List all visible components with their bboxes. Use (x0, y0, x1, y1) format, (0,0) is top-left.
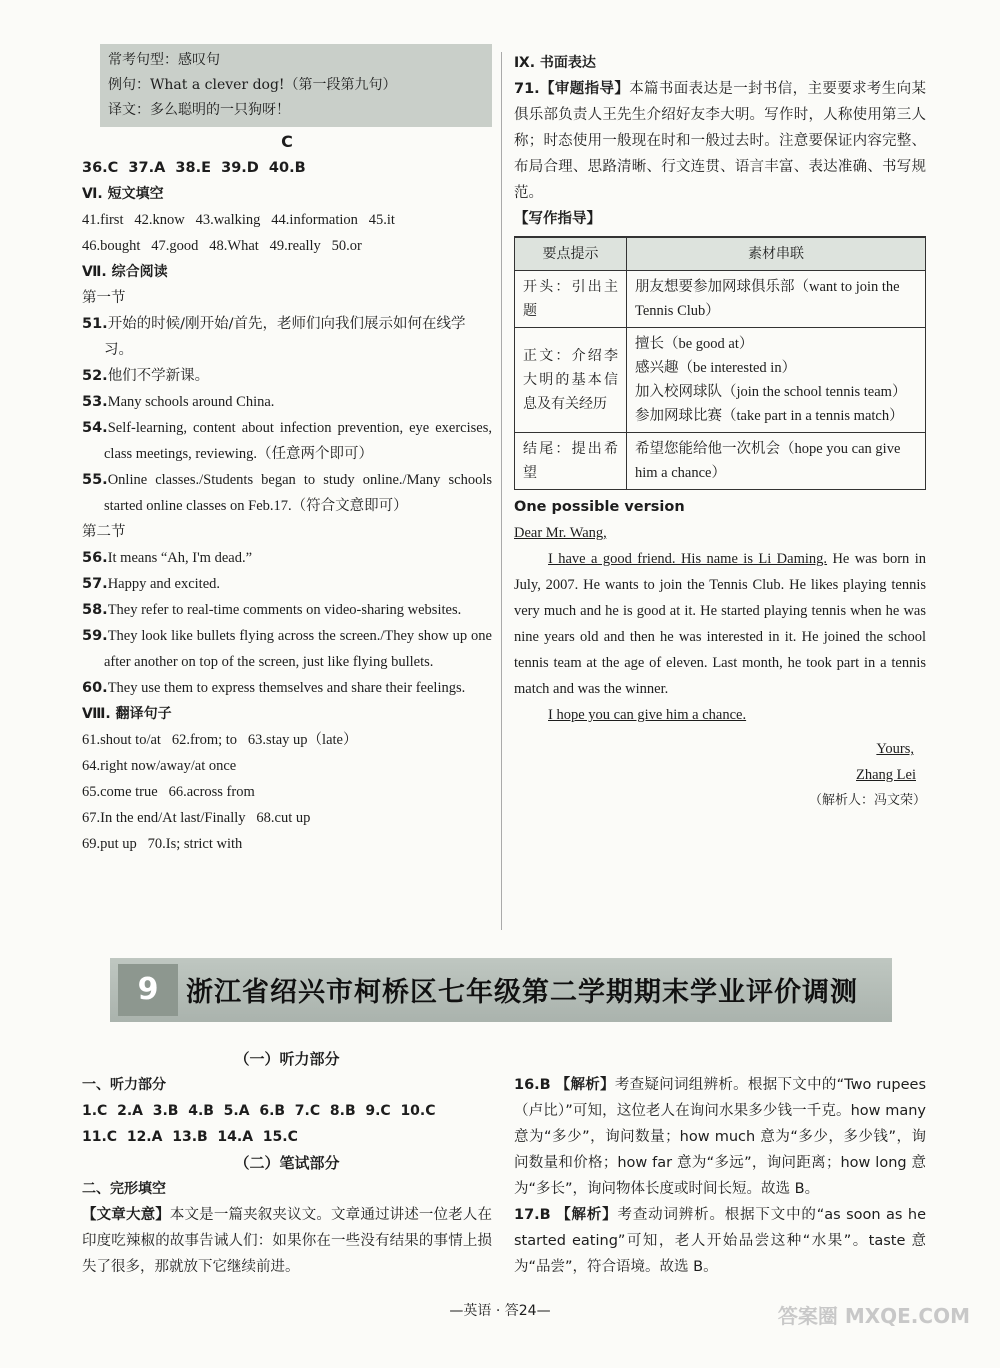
writing-guide-table (514, 236, 926, 490)
answer-item: 56.It means “Ah, I'm dead.” (82, 550, 253, 566)
point-cell: 结尾：提出希望 (515, 433, 627, 490)
part-2-title: 第二节 (82, 524, 126, 540)
answer-item: 60.They use them to express themselves and share their feelings. (82, 680, 466, 696)
listening-section-title: 一、听力部分 (82, 1077, 166, 1093)
answer-item: 55.Online classes./Students began to study online./Many schools started online classes on Feb.17.（符合文意即可） (82, 472, 492, 514)
item-71: 71.【审题指导】本篇书面表达是一封书信，主要要求考生向某俱乐部负责人王先生介绍好友李大明。写作时，人称使用第三人称；时态使用一般现在时和一般过去时。注意要保证内容完整、布局合理、思路清晰、行文连贯、语言丰富、表达准确、书写规范。 (514, 81, 927, 201)
letter-body: I have a good friend. His name is Li Daming. He was born in July, 2007. He wants to join the Tennis Club. He likes playing tennis very much and he is good at it. He started playing tennis when he was nine years old and then he was interested in it. He joined the school tennis team at the age of eleven. Last month, he took part in a tennis match and was the winner. (514, 551, 927, 697)
cloze-title: 二、完形填空 (82, 1181, 166, 1197)
answer-row: 69.put up 70.Is; strict with (82, 836, 243, 852)
section-c-heading: C (281, 132, 293, 151)
answer-row: 65.come true 66.across from (82, 784, 255, 800)
box-line: 例句：What a clever dog!（第一段第九句） (108, 77, 397, 93)
table-header: 要点提示 (515, 237, 627, 271)
answer-row: 41.first 42.know 43.walking 44.information 45.it (82, 212, 395, 228)
watermark: 答案圈 MXQE.COM (777, 1304, 970, 1328)
question-16-analysis: 16.B 【解析】考查疑问词组辨析。根据下文中的“Two rupees（卢比）”可知，这位老人在询问水果多少钱一千克。how many 意为“多少”，询问数量；how much 意为“多少，多少钱”，询问数量和价格；how far 意为“多远”，询问距离；how long 意为“多长”，询问物体长度或时间长短。故选 B。 (514, 1077, 927, 1197)
part-1-title: 第一节 (82, 290, 126, 306)
signature: Zhang Lei (856, 767, 916, 783)
answer-item: 59.They look like bullets flying across the screen./They show up one after another on top of the screen, just like flying bullets. (82, 628, 492, 670)
answer-row: 67.In the end/At last/Finally 68.cut up (82, 810, 311, 826)
listening-part-title: （一）听力部分 (234, 1050, 340, 1068)
answer-row: 46.bought 47.good 48.What 49.really 50.or (82, 238, 362, 254)
listening-answers: 1.C 2.A 3.B 4.B 5.A 6.B 7.C 8.B 9.C 10.C (82, 1103, 436, 1119)
right-column (514, 50, 926, 814)
writing-guide-title: 【写作指导】 (514, 211, 601, 227)
table-row (515, 328, 926, 433)
section-9-title: Ⅸ. 书面表达 (514, 55, 596, 71)
answer-item: 51.开始的时候/刚开始/首先，老师们向我们展示如何在线学习。 (82, 316, 466, 358)
answer-item: 52.他们不学新课。 (82, 368, 210, 384)
answer-item: 53.Many schools around China. (82, 394, 275, 410)
table-row (515, 433, 926, 490)
section-6-title: Ⅵ. 短文填空 (82, 186, 164, 202)
article-summary: 【文章大意】本文是一篇夹叙夹议文。文章通过讲述一位老人在印度吃辣椒的故事告诫人们：如果你在一些没有结果的事情上损失了很多，那就放下它继续前进。 (82, 1207, 492, 1275)
exam-title: 浙江省绍兴市柯桥区七年级第二学期期末学业评价调测 (186, 977, 858, 1008)
version-title: One possible version (514, 499, 685, 515)
answers-36-40: 36.C 37.A 38.E 39.D 40.B (82, 160, 306, 176)
salutation: Dear Mr. Wang, (514, 525, 607, 541)
material-cell: 希望您能给他一次机会（hope you can give him a chance） (627, 433, 926, 490)
material-cell: 擅长（be good at） 感兴趣（be interested in） 加入校网球队（join the school tennis team） 参加网球比赛（take part in a tennis match） (627, 328, 926, 433)
box-line: 译文：多么聪明的一只狗呀！ (108, 102, 290, 118)
listening-answers: 11.C 12.A 13.B 14.A 15.C (82, 1129, 298, 1145)
sentence-pattern-box (100, 44, 492, 127)
answer-row: 64.right now/away/at once (82, 758, 237, 774)
table-header: 素材串联 (627, 237, 926, 271)
point-cell: 正文：介绍李大明的基本信息及有关经历 (515, 328, 627, 433)
question-17-analysis: 17.B 【解析】考查动词辨析。根据下文中的“as soon as he started eating”可知，老人开始品尝这种“水果”。taste 意为“品尝”，符合语境。故选 B。 (514, 1207, 927, 1275)
box-line: 常考句型：感叹句 (108, 52, 220, 68)
section-8-title: Ⅷ. 翻译句子 (82, 706, 172, 722)
point-cell: 开头：引出主题 (515, 271, 627, 328)
answer-row: 61.shout to/at 62.from; to 63.stay up（late） (82, 732, 358, 748)
closing: Yours, (876, 741, 914, 757)
left-column (82, 44, 492, 857)
column-divider (501, 52, 502, 930)
exam-number: 9 (118, 964, 178, 1016)
answer-item: 57.Happy and excited. (82, 576, 221, 592)
answer-item: 58.They refer to real-time comments on video-sharing websites. (82, 602, 462, 618)
table-row (515, 271, 926, 328)
material-cell: 朋友想要参加网球俱乐部（want to join the Tennis Club） (627, 271, 926, 328)
section-7-title: Ⅶ. 综合阅读 (82, 264, 168, 280)
page-footer: —英语 · 答24— (449, 1303, 551, 1319)
analyst-credit: （解析人：冯文荣） (808, 793, 926, 808)
bottom-right-column (514, 1072, 926, 1280)
letter-hope: I hope you can give him a chance. (548, 707, 747, 723)
written-part-title: （二）笔试部分 (234, 1154, 340, 1172)
bottom-left-column (82, 1046, 492, 1280)
answer-item: 54.Self-learning, content about infection prevention, eye exercises, class meetings, reviewing.（任意两个即可） (82, 420, 492, 462)
